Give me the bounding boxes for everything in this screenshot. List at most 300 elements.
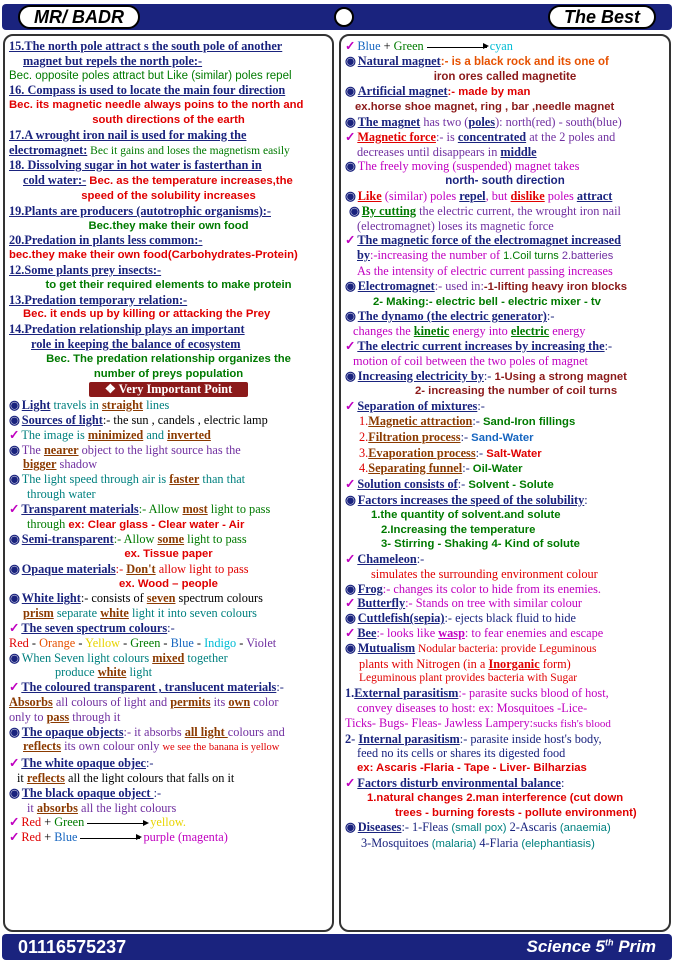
- target-bullet-icon: ◉: [345, 188, 356, 203]
- magnet-text2: ): north(red) - south(blue): [495, 114, 622, 129]
- concentrated-key: concentrated: [457, 129, 527, 144]
- environmental-factors1: 1.natural changes 2.man interference (cut down: [367, 791, 624, 804]
- cuttlefish-term: Cuttlefish(sepia): [357, 611, 445, 626]
- sep: -: [120, 635, 131, 650]
- q18-answer2: speed of the solubility increases: [81, 189, 256, 202]
- dynamo-text: changes the: [353, 324, 414, 339]
- mix-blue: Blue: [357, 39, 381, 53]
- frog-text: :- changes its color to hide from its enemies.: [382, 581, 601, 596]
- opaqueobj-text: :- it absorbs: [123, 724, 185, 739]
- mix-blue: Blue: [54, 830, 78, 845]
- transparent-text: :- Allow: [138, 501, 183, 516]
- check-bullet-icon: ✓: [345, 626, 356, 641]
- q19-answer: Bec.they make their own food: [88, 219, 249, 232]
- opaque-example: ex. Wood – people: [119, 577, 218, 590]
- solution-term: Solution consists of: [357, 477, 458, 492]
- target-bullet-icon: ◉: [9, 472, 20, 487]
- target-bullet-icon: ◉: [9, 442, 20, 457]
- internal-parasitism-term: Internal parasitism: [358, 731, 460, 746]
- q16: 16. Compass is used to locate the main four direction: [9, 83, 286, 98]
- sep2-colon: :-: [460, 429, 472, 444]
- solubility-factor2: 2.Increasing the temperature: [381, 523, 536, 536]
- artificial-magnet-text: :- made by man: [447, 86, 531, 99]
- frog-term: Frog: [357, 581, 383, 596]
- q17-line1: 17.A wrought iron nail is used for making the: [9, 127, 247, 142]
- sep4-example: Oil-Water: [472, 463, 523, 476]
- mix-green: Green: [54, 815, 85, 830]
- colour-red: Red: [9, 635, 29, 650]
- opaqueobj-key: all light: [184, 724, 228, 739]
- speed-text3: through water: [27, 486, 96, 501]
- shadow-key: bigger: [23, 457, 57, 472]
- coloured-text2: its: [210, 695, 229, 710]
- artificial-magnet-example: ex.horse shoe magnet, ring , bar ,needle magnet: [355, 101, 615, 114]
- mix-text4: light: [126, 665, 153, 680]
- left-column: [3, 34, 334, 932]
- shadow-text: shadow: [56, 457, 98, 472]
- whiteopaque-text2: all the light colours that falls on it: [64, 771, 235, 786]
- mix-green: Green: [393, 39, 424, 53]
- coloured-text4: only to: [9, 709, 47, 724]
- mix-text3: produce: [55, 665, 98, 680]
- colour-orange: Orange: [39, 635, 76, 650]
- check-bullet-icon: ✓: [9, 756, 20, 771]
- semitransparent-key: some: [157, 532, 185, 547]
- footer-bar: [2, 934, 672, 960]
- natural-magnet-text2: iron ores called magnetite: [433, 70, 577, 83]
- target-bullet-icon: ◉: [345, 640, 356, 655]
- electromagnet-use2: 2- Making:- electric bell - electric mixer - tv: [373, 295, 601, 308]
- internal-text: :- parasite inside host's body,: [459, 731, 602, 746]
- arrow-right-icon: [80, 838, 140, 839]
- semitransparent-example: ex. Tissue paper: [124, 548, 213, 561]
- like-text3: poles: [544, 188, 577, 203]
- sep2-example: Sand-Water: [471, 431, 534, 444]
- environmental-factors2: trees - burning forests - pollute environment): [395, 806, 637, 819]
- disease3: 3-Mosquitoes: [361, 836, 432, 851]
- disease2-name: (anaemia): [559, 822, 611, 835]
- bee-term: Bee: [357, 626, 377, 641]
- whitelight-text2: spectrum colours: [175, 591, 263, 606]
- cuttlefish-text: :- ejects black fluid to hide: [444, 611, 576, 626]
- near-key: nearer: [43, 442, 79, 457]
- opaqueobj-term: The opaque objects: [21, 724, 124, 739]
- sep4-colon: :-: [462, 461, 473, 476]
- poles-key: poles: [468, 114, 496, 129]
- whitelight-term: White light: [21, 591, 81, 606]
- magnet-text: has two (: [420, 114, 469, 129]
- near-text2: object to the light source has the: [78, 442, 241, 457]
- sep2-num: 2.: [359, 429, 369, 444]
- disease4: 4-Flaria: [476, 836, 522, 851]
- sep1-term: Magnetic attraction: [368, 413, 473, 428]
- external-parasitism-term: External parasitism: [354, 686, 459, 701]
- external-text2: convey diseases to host: ex: Mosquitoes -Lice-: [357, 701, 588, 716]
- whiteopaque-key: reflects: [26, 771, 65, 786]
- increasing-colon: :-: [483, 368, 495, 383]
- subject-sup: th: [604, 937, 614, 948]
- arrow-right-icon: [87, 823, 147, 824]
- q15-answer: Bec. opposite poles attract but Like (similar) poles repel: [9, 69, 292, 82]
- increasing-way2: 2- increasing the number of coil turns: [415, 385, 618, 398]
- coloured-text5: through it: [69, 709, 121, 724]
- check-bullet-icon: ✓: [345, 552, 356, 567]
- q20-answer: bec.they make their own food(Carbohydrates-Protein): [9, 249, 298, 262]
- transparent-text2: light to pass: [207, 501, 271, 516]
- disease1: :- 1-Fleas: [401, 820, 452, 835]
- separation-term: Separation of mixtures: [357, 399, 478, 414]
- separation-colon: :-: [477, 399, 485, 414]
- opaqueobj-text3: its own colour only: [61, 739, 163, 754]
- light-key: straight: [102, 398, 144, 413]
- sep3-example: Salt-Water: [486, 447, 542, 460]
- mix-cyan: cyan: [489, 39, 513, 53]
- q12: 12.Some plants prey insects:-: [9, 262, 162, 277]
- cutting-text2: (electromagnet) loses its magnetic force: [357, 218, 554, 233]
- environmental-factors-term: Factors disturb environmental balance: [357, 776, 562, 791]
- q17-line2: electromagnet:: [9, 142, 88, 157]
- coloured-key4: pass: [46, 709, 70, 724]
- solubility-factor3: 3- Stirring - Shaking 4- Kind of solute: [381, 538, 580, 551]
- like-text2: , but: [485, 188, 511, 203]
- whiteopaque-text: it: [17, 771, 27, 786]
- solubility-colon: :: [584, 492, 588, 507]
- mix-text2: together: [184, 650, 228, 665]
- mix-red: Red: [21, 815, 42, 830]
- q12-answer: to get their required elements to make protein: [45, 278, 292, 291]
- whitelight-key: seven: [146, 591, 176, 606]
- target-bullet-icon: ◉: [9, 532, 20, 547]
- target-bullet-icon: ◉: [345, 368, 356, 383]
- opaque-text2: allow light to pass: [155, 561, 249, 576]
- chameleon-term: Chameleon: [357, 552, 417, 567]
- q14-line1: 14.Predation relationship plays an important: [9, 322, 245, 337]
- blackopaque-term: The black opaque object: [21, 785, 154, 800]
- sep: -: [160, 635, 171, 650]
- electromagnet-text: :- used in:: [434, 278, 484, 293]
- spectrum-colon: :-: [167, 621, 175, 636]
- like-text: (similar) poles: [381, 188, 460, 203]
- sep3-colon: :-: [475, 445, 487, 460]
- coloured-term: The coloured transparent , translucent materials: [21, 680, 277, 695]
- phone-number: 01116575237: [18, 936, 127, 957]
- check-bullet-icon: ✓: [9, 815, 20, 830]
- arrow-right-icon: [427, 47, 487, 48]
- coloured-key2: permits: [170, 695, 211, 710]
- sep1-example: Sand-Iron fillings: [482, 415, 576, 428]
- direction-text: north- south direction: [445, 175, 565, 188]
- opaqueobj-text2: colours and: [227, 724, 285, 739]
- coloured-key3: own: [228, 695, 251, 710]
- check-bullet-icon: ✓: [345, 39, 356, 53]
- internal-text2: feed no its cells or shares its digested food: [357, 746, 566, 761]
- target-bullet-icon: ◉: [9, 650, 20, 665]
- mutualism-term: Mutualism: [357, 640, 416, 655]
- sources-text: :- the sun , candels , electric lamp: [102, 412, 268, 427]
- magnet-term: The magnet: [357, 114, 421, 129]
- check-bullet-icon: ✓: [9, 680, 20, 695]
- electromagnet-force-text: :-increasing the number of: [370, 248, 504, 263]
- check-bullet-icon: ✓: [9, 621, 20, 636]
- solubility-term: Factors increases the speed of the solubility: [357, 492, 585, 507]
- sep: -: [193, 635, 205, 650]
- target-bullet-icon: ◉: [345, 114, 356, 129]
- inorganic-key: Inorganic: [488, 656, 540, 671]
- opaque-text: :-: [115, 561, 127, 576]
- sep4-term: Separating funnel: [368, 461, 463, 476]
- q18-line1: 18. Dissolving sugar in hot water is fasterthan in: [9, 158, 262, 173]
- check-bullet-icon: ✓: [345, 233, 356, 248]
- slogan-title: The Best: [548, 5, 656, 29]
- magnetic-force-text: :- is: [435, 129, 458, 144]
- coloured-key1: Absorbs: [9, 695, 53, 710]
- current-text: motion of coil between the two poles of magnet: [353, 353, 588, 368]
- electromagnet-use1: -1-lifting heavy iron blocks: [483, 280, 627, 293]
- sep2-term: Filtration process: [368, 429, 461, 444]
- prism-key: prism: [23, 606, 54, 621]
- grade-text: Prim: [613, 937, 656, 956]
- semitransparent-text: :- Allow: [113, 532, 158, 547]
- int-num: 2-: [345, 731, 359, 746]
- whiteopaque-colon: :-: [146, 756, 154, 771]
- transparent-example: ex: Clear glass - Clear water - Air: [68, 518, 245, 531]
- check-bullet-icon: ✓: [9, 830, 20, 845]
- cutting-key: By cutting: [361, 203, 417, 218]
- colour-blue: Blue: [170, 635, 194, 650]
- image-text: The image is: [21, 427, 88, 442]
- batteries: 2.batteries: [561, 250, 614, 263]
- external-text: :- parasite sucks blood of host,: [458, 686, 609, 701]
- sep1-num: 1.: [359, 413, 369, 428]
- check-bullet-icon: ✓: [9, 501, 20, 516]
- target-bullet-icon: ◉: [345, 159, 356, 174]
- q13: 13.Predation temporary relation:-: [9, 292, 188, 307]
- sep3-num: 3.: [359, 445, 369, 460]
- q16-answer2: south directions of the earth: [92, 113, 245, 126]
- solubility-factor1: 1.the quantity of solvent.and solute: [371, 508, 561, 521]
- magnetic-force-text3: decreases until disappears in: [357, 144, 501, 159]
- transparent-key: most: [182, 501, 208, 516]
- check-bullet-icon: ✓: [9, 427, 20, 442]
- colour-yellow: Yellow: [85, 635, 121, 650]
- external-text4: sucks fish's blood: [533, 717, 611, 730]
- wasp-key: wasp: [438, 626, 465, 641]
- coloured-colon: :-: [276, 680, 284, 695]
- electric-key: electric: [510, 324, 550, 339]
- current-term: The electric current increases by increasing the: [357, 338, 605, 353]
- electromagnet-force-term: The magnetic force of the electromagnet increased: [357, 233, 621, 248]
- colour-violet: Violet: [246, 635, 277, 650]
- transparent-text3: through: [27, 516, 69, 531]
- target-bullet-icon: ◉: [345, 581, 356, 596]
- sources-term: Sources of light: [21, 412, 103, 427]
- prism-text2: light it into seven colours: [128, 606, 257, 621]
- prism-text: separate: [53, 606, 101, 621]
- attract-key: attract: [576, 188, 613, 203]
- opaque-term: Opaque materials: [21, 561, 116, 576]
- target-bullet-icon: ◉: [345, 309, 356, 324]
- mutualism-text: Nodular bacteria: provide Leguminous: [415, 642, 597, 655]
- check-bullet-icon: ✓: [345, 338, 356, 353]
- coil-turns: 1.Coil turns: [503, 250, 562, 263]
- bee-text: :- looks like: [376, 626, 439, 641]
- blackopaque-text: it: [27, 800, 37, 815]
- mix-text: When Seven light colours: [21, 650, 153, 665]
- subject-label: [527, 937, 656, 957]
- dislike-key: dislike: [510, 188, 545, 203]
- whitelight-text: :- consists of: [80, 591, 147, 606]
- mix-key2: white: [97, 665, 127, 680]
- solution-colon: :-: [457, 477, 469, 492]
- electromagnet-term: Electromagnet: [357, 278, 435, 293]
- speed-text2: than that: [199, 472, 246, 487]
- natural-magnet-term: Natural magnet: [357, 53, 441, 68]
- q17-answer: Bec it gains and loses the magnetism easily: [87, 144, 290, 157]
- ext-num: 1.: [345, 686, 355, 701]
- dynamo-colon: :-: [546, 309, 555, 324]
- environmental-colon: :: [561, 776, 565, 791]
- by-key: by: [357, 248, 370, 263]
- sep: -: [28, 635, 40, 650]
- q18-answer1: Bec. as the temperature increases,the: [86, 175, 293, 188]
- mix-key: mixed: [152, 650, 185, 665]
- semitransparent-text2: light to pass: [184, 532, 247, 547]
- speed-key: faster: [169, 472, 200, 487]
- mutualism-text3: form): [539, 656, 571, 671]
- butterfly-term: Butterfly: [357, 596, 406, 611]
- blackopaque-key: absorbs: [36, 800, 78, 815]
- light-term: Light: [21, 398, 51, 413]
- target-bullet-icon: ◉: [349, 203, 360, 218]
- vip-banner: ❖ Very Important Point: [89, 382, 249, 397]
- q20: 20.Predation in plants less common:-: [9, 233, 203, 248]
- middle-key: middle: [500, 144, 537, 159]
- check-bullet-icon: ✓: [345, 477, 356, 492]
- cutting-text: the electric current, the wrought iron nail: [416, 203, 621, 218]
- target-bullet-icon: ◉: [345, 84, 356, 99]
- target-bullet-icon: ◉: [345, 611, 356, 626]
- spectrum-term: The seven spectrum colours: [21, 621, 168, 636]
- image-key2: inverted: [167, 427, 211, 442]
- transparent-term: Transparent materials: [21, 501, 139, 516]
- dynamo-term: The dynamo (the electric generator): [357, 309, 547, 324]
- increasing-way1: 1-Using a strong magnet: [494, 370, 627, 383]
- check-bullet-icon: ✓: [345, 129, 356, 144]
- target-bullet-icon: ◉: [345, 278, 356, 293]
- disease4-name: (elephantiasis): [521, 838, 595, 851]
- sep: -: [236, 635, 247, 650]
- kinetic-key: kinetic: [413, 324, 450, 339]
- author-title: MR/ BADR: [18, 5, 140, 29]
- light-text2: lines: [143, 398, 170, 413]
- sep: -: [75, 635, 86, 650]
- plus: +: [41, 830, 55, 845]
- plus: +: [380, 39, 394, 53]
- blackopaque-colon: :-: [153, 785, 162, 800]
- magnetic-force-text2: at the 2 poles and: [526, 129, 616, 144]
- target-bullet-icon: ◉: [9, 591, 20, 606]
- q14-line2: role in keeping the balance of ecosystem: [31, 336, 241, 351]
- like-key: Like: [357, 188, 382, 203]
- artificial-magnet-term: Artificial magnet: [357, 84, 448, 99]
- current-colon: :-: [604, 338, 613, 353]
- q16-answer1: Bec. its magnetic needle always poins to the north and: [9, 99, 304, 112]
- q15-line1: 15.The north pole attract s the south pole of another: [9, 39, 283, 53]
- subject-text: Science 5: [526, 937, 605, 956]
- freely-moving-text: The freely moving (suspended) magnet takes: [357, 159, 580, 174]
- image-text2: and: [143, 427, 168, 442]
- q18-line2: cold water:-: [23, 173, 87, 188]
- target-bullet-icon: ◉: [345, 53, 356, 68]
- target-bullet-icon: ◉: [9, 785, 20, 800]
- diseases-term: Diseases: [357, 820, 402, 835]
- disease1-name: (small pox): [451, 822, 507, 835]
- target-bullet-icon: ◉: [345, 820, 356, 835]
- colour-green: Green: [130, 635, 161, 650]
- blackopaque-text2: all the light colours: [77, 800, 177, 815]
- target-bullet-icon: ◉: [9, 398, 20, 413]
- header-bar: [2, 4, 672, 30]
- chameleon-colon: :-: [416, 552, 425, 567]
- q19: 19.Plants are producers (autotrophic organisms):-: [9, 203, 271, 218]
- speed-text: The light speed through air is: [21, 472, 170, 487]
- mutualism-text4: Leguminous plant provides bacteria with Sugar: [359, 672, 578, 685]
- whiteopaque-term: The white opaque objec: [21, 756, 146, 771]
- opaqueobj-key2: reflects: [23, 739, 62, 754]
- semitransparent-term: Semi-transparent: [21, 532, 114, 547]
- repel-key: repel: [459, 188, 486, 203]
- check-bullet-icon: ✓: [345, 596, 356, 611]
- header-circle: [334, 7, 354, 27]
- natural-magnet-text: :- is a black rock and its one of: [440, 55, 609, 68]
- sep3-term: Evaporation process: [368, 445, 476, 460]
- disease3-name: (malaria): [431, 838, 477, 851]
- image-key1: minimized: [87, 427, 144, 442]
- q15-line2: magnet but repels the north pole:-: [23, 53, 203, 68]
- target-bullet-icon: ◉: [345, 492, 356, 507]
- check-bullet-icon: ✓: [345, 776, 356, 791]
- solution-parts: Solvent - Solute: [468, 479, 554, 492]
- bee-text2: : to fear enemies and escape: [464, 626, 604, 641]
- q14-answer1: Bec. The predation relationship organizes the: [46, 352, 291, 365]
- sep1-colon: :-: [472, 413, 483, 428]
- disease2: 2-Ascaris: [506, 820, 560, 835]
- coloured-text: all colours of light and: [52, 695, 171, 710]
- plus: +: [41, 815, 55, 830]
- banana-note: we see the banana is yellow: [162, 742, 280, 754]
- check-bullet-icon: ✓: [345, 399, 356, 414]
- q13-answer: Bec. it ends up by killing or attacking the Prey: [23, 308, 271, 321]
- dynamo-text2: energy into: [449, 324, 511, 339]
- increasing-electricity-term: Increasing electricity by: [357, 368, 484, 383]
- prism-key2: white: [100, 606, 129, 621]
- q14-answer2: number of preys population: [93, 367, 244, 380]
- external-text3: Ticks- Bugs- Fleas- Jawless Lampery:: [345, 715, 534, 730]
- sep4-num: 4.: [359, 461, 369, 476]
- internal-example: ex: Ascaris -Flaria - Tape - Liver- Bilharzias: [357, 762, 587, 775]
- mix-purple: purple (magenta): [143, 830, 228, 845]
- magnetic-force-term: Magnetic force: [357, 129, 436, 144]
- opaque-key: Don't: [126, 561, 156, 576]
- mix-yellow: yellow.: [150, 815, 187, 830]
- target-bullet-icon: ◉: [9, 724, 20, 739]
- butterfly-text: :- Stands on tree with similar colour: [405, 596, 583, 611]
- mix-red2: Red: [21, 830, 42, 845]
- target-bullet-icon: ◉: [9, 412, 20, 427]
- near-text: The: [21, 442, 44, 457]
- right-column: [339, 34, 671, 932]
- mutualism-text2: plants with Nitrogen (in a: [359, 656, 489, 671]
